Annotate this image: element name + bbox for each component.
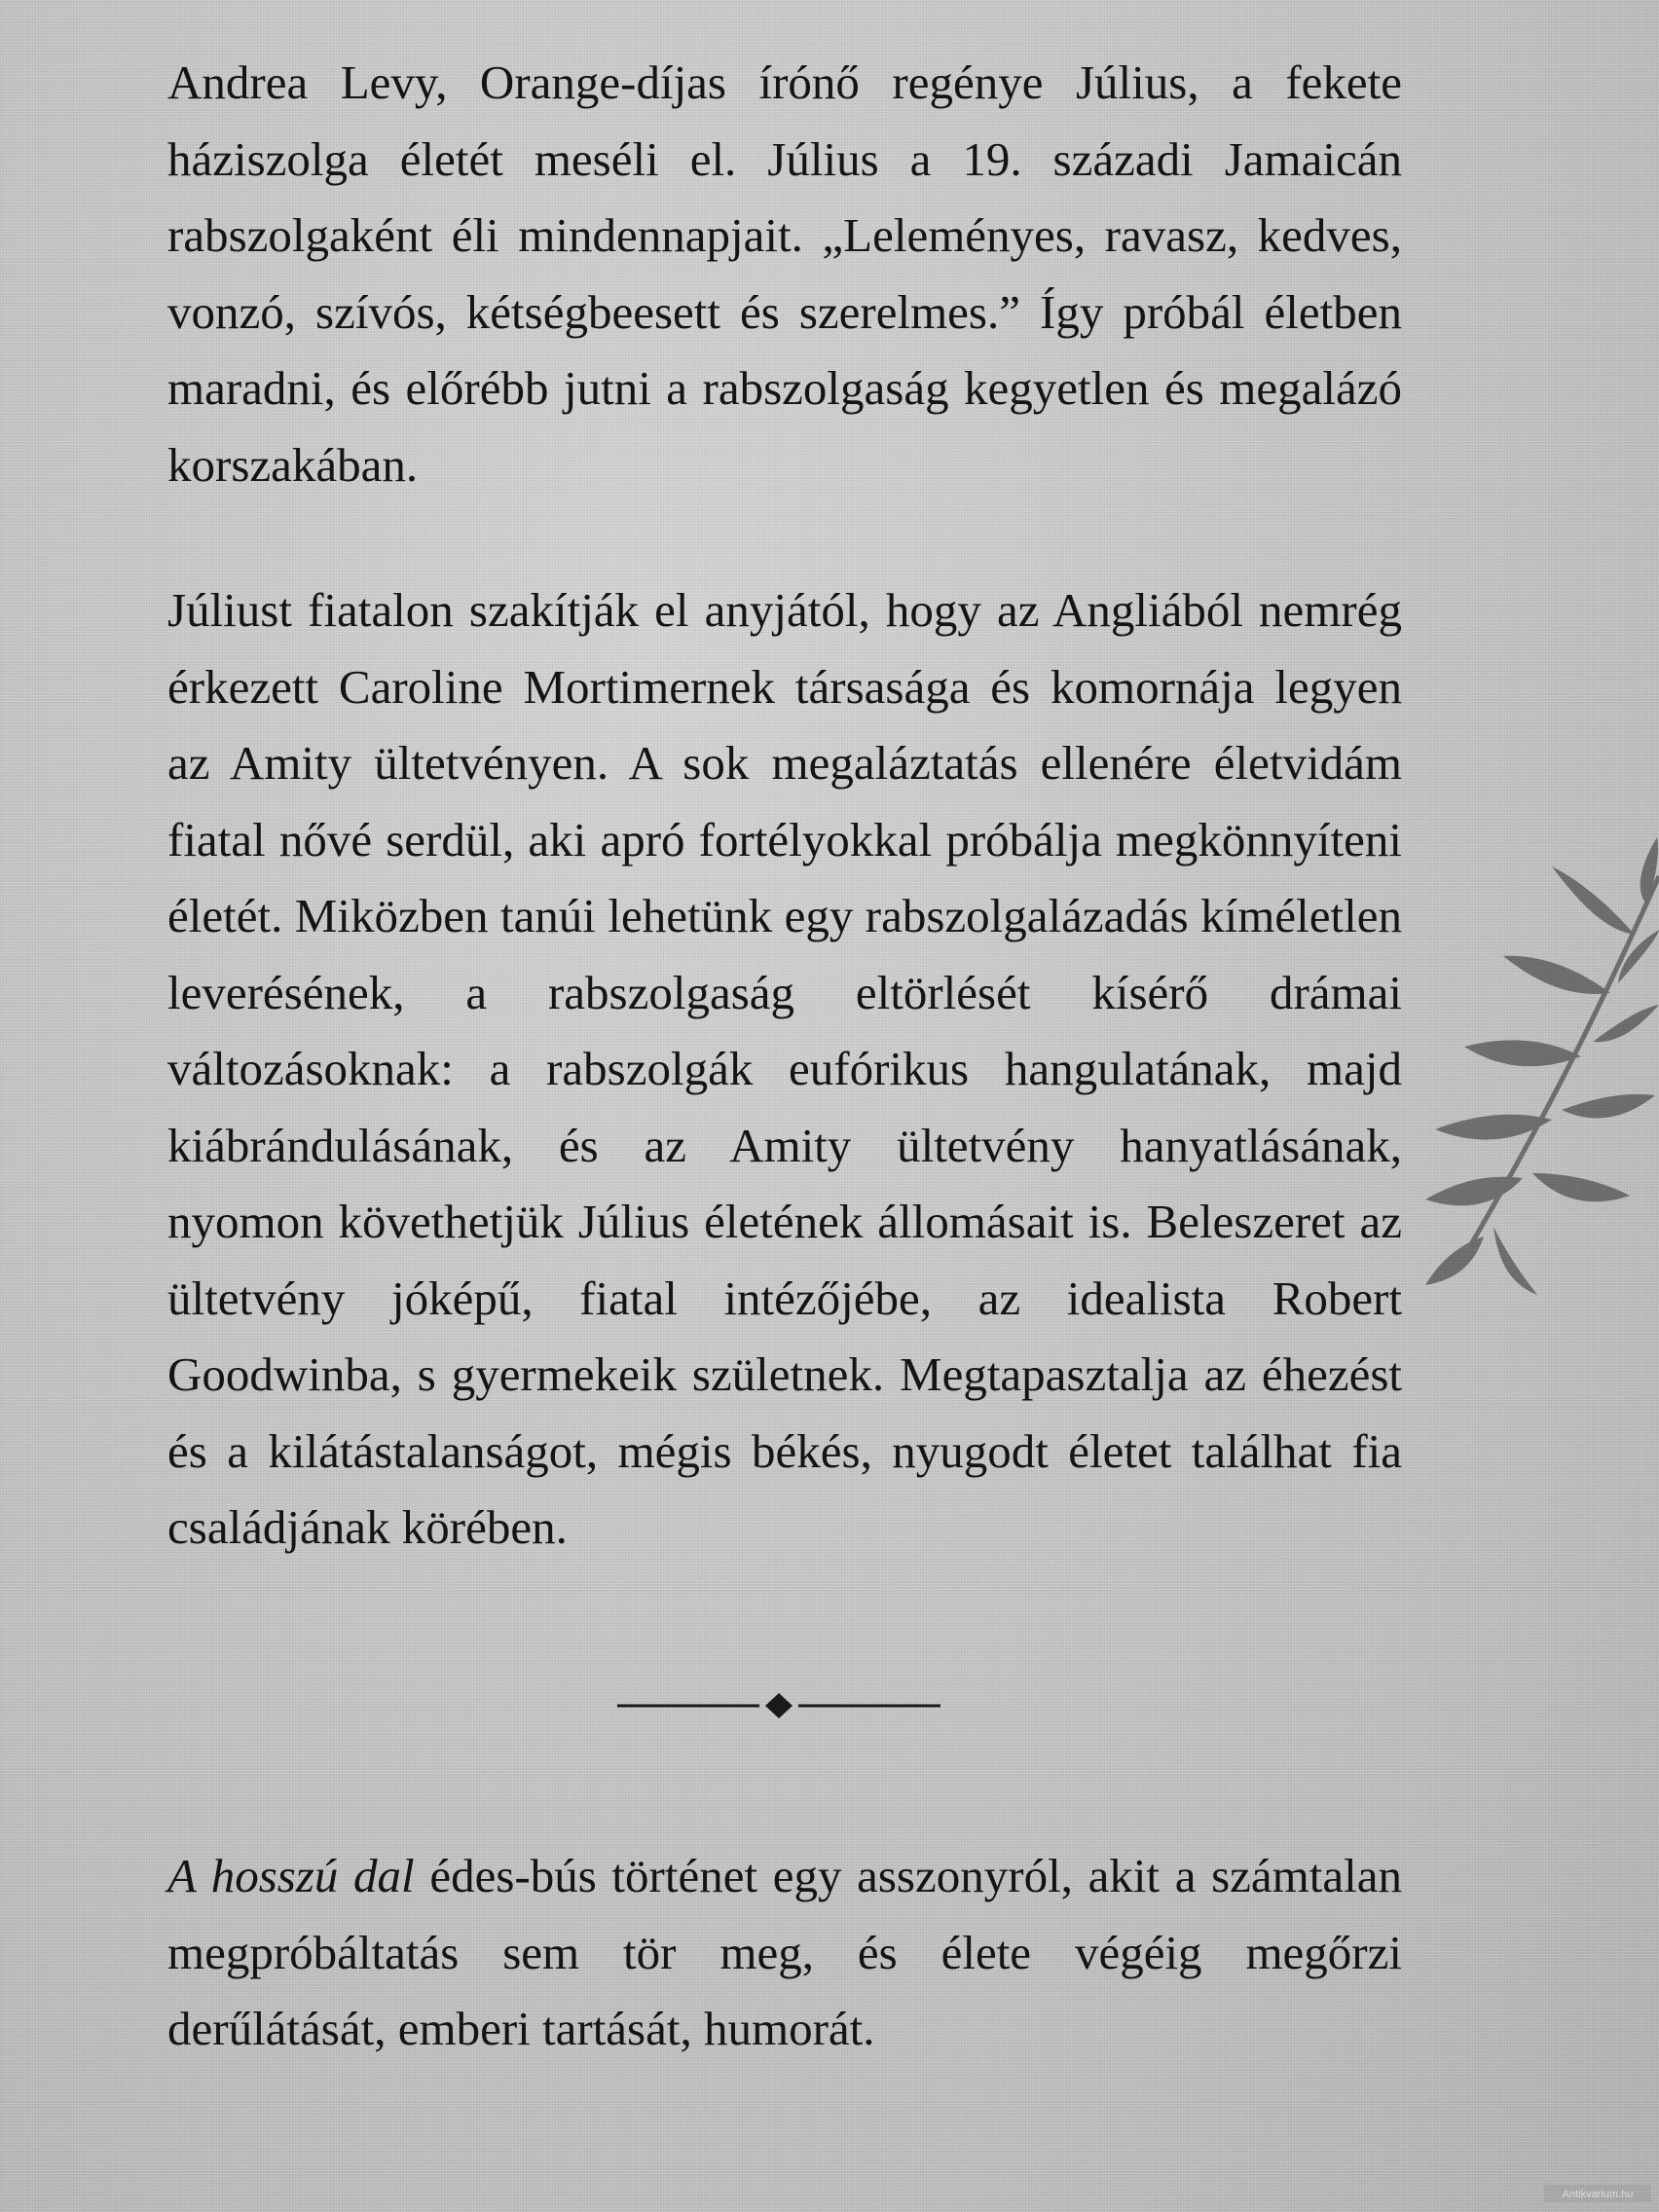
section-divider-ornament [613, 1690, 944, 1721]
book-title: A hosszú dal [167, 1849, 415, 1902]
blurb-paragraph-summary [167, 1838, 1402, 2068]
summary-text: édes-bús történet egy asszonyról, akit a számtalan megpróbáltatás sem tör meg, és élete végéig megőrzi derűlátását, emberi tartását, humorát. [167, 1849, 1402, 2055]
olive-branch-decoration-icon [1425, 837, 1659, 1344]
watermark-text: Antikvarium.hu [1562, 2189, 1634, 2200]
blurb-paragraph-intro: Andrea Levy, Orange-díjas írónő regénye Július, a fekete háziszolga életét meséli el. Július a 19. századi Jamaicán rabszolgaként éli mindennapjait. „Leleményes, ravasz, kedves, vonzó, szívós, kétségbeesett és szerelmes.” Így próbál életben maradni, és előrébb jutni a rabszolgaság kegyetlen és megalázó korszakában. [167, 55, 1402, 492]
blurb-paragraph-plot: Júliust fiatalon szakítják el anyjától, hogy az Angliából nemrég érkezett Caroline Mortimernek társasága és komornája legyen az Amity ültetvényen. A sok megaláztatás ellenére életvidám fiatal nővé serdül, aki apró fortélyokkal próbálja megkönnyíteni életét. Miközben tanúi lehetünk egy rabszolgalázadás kíméletlen leverésének, a rabszolgaság eltörlését kísérő drámai változásoknak: a rabszolgák eufórikus hangulatának, majd kiábrándulásának, és az Amity ültetvény hanyatlásának, nyomon követhetjük Július életének állomásait is. Beleszeret az ültetvény jóképű, fiatal intézőjébe, az idealista Robert Goodwinba, s gyermekeik születnek. Megtapasztalja az éhezést és a kilátástalanságot, mégis békés, nyugodt életet találhat fia családjának körében. [167, 583, 1402, 1554]
antikvarium-watermark [1544, 2185, 1651, 2202]
